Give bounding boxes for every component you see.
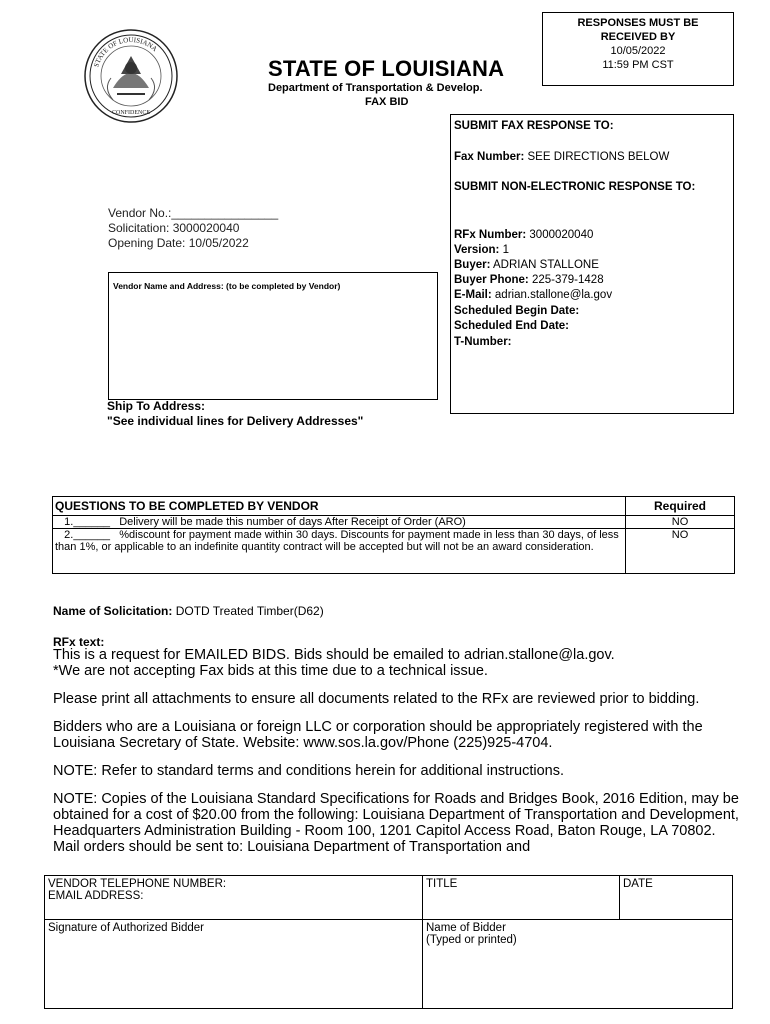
question-1-required: NO	[626, 516, 735, 529]
ship-to-value: "See individual lines for Delivery Addresses"	[107, 414, 364, 428]
buyer-phone-label: Buyer Phone:	[454, 274, 529, 286]
rfx-text-body	[53, 647, 743, 867]
rfx-paragraph-5: NOTE: Copies of the Louisiana Standard Specifications for Roads and Bridges Book, 2016 Edition, may be obtained for a cost of $20.00 from the following: Louisiana Department of Transportation and Development, Headquarters Administration Building - Room 100, 1201 Capitol Access Road, Baton Rouge, LA 70802. Mail orders should be sent to: Louisiana Department of Transportation and	[53, 791, 739, 855]
ship-to-label: Ship To Address:	[107, 399, 206, 413]
question-2-required: NO	[626, 529, 735, 574]
email-address-label: EMAIL ADDRESS:	[48, 890, 144, 902]
email-value: adrian.stallone@la.gov	[494, 289, 613, 301]
solicitation-number: Solicitation: 3000020040	[108, 221, 240, 235]
version-label: Version:	[454, 244, 500, 256]
bidder-name-cell[interactable]	[423, 920, 733, 1009]
response-date: 10/05/2022	[610, 45, 666, 57]
t-number-label: T-Number:	[454, 336, 512, 348]
buyer-phone-row	[454, 274, 604, 286]
fax-response-heading: SUBMIT FAX RESPONSE TO:	[454, 120, 614, 132]
rfx-paragraph-1b: *We are not accepting Fax bids at this time due to a technical issue.	[53, 663, 488, 679]
buyer-row	[454, 259, 599, 271]
vendor-number[interactable]: Vendor No.:________________	[108, 206, 279, 220]
table-row	[53, 529, 735, 574]
title-cell[interactable]	[423, 876, 620, 920]
ship-to-address	[107, 399, 363, 429]
scheduled-begin-label: Scheduled Begin Date:	[454, 305, 580, 317]
nonelectronic-heading: SUBMIT NON-ELECTRONIC RESPONSE TO:	[454, 181, 696, 193]
rfx-number-row	[454, 229, 593, 241]
rfx-paragraph-1a: This is a request for EMAILED BIDS. Bids should be emailed to adrian.stallone@la.gov.	[53, 647, 615, 663]
rfx-text-label: RFx text:	[53, 635, 105, 649]
version-value: 1	[502, 244, 509, 256]
vendor-info	[108, 206, 278, 251]
fax-bid-label: FAX BID	[365, 96, 409, 108]
date-cell[interactable]	[620, 876, 733, 920]
response-deadline-box	[542, 12, 734, 86]
bidder-name-hint: (Typed or printed)	[426, 934, 517, 946]
solicitation-name-label: Name of Solicitation:	[53, 604, 173, 618]
buyer-value: ADRIAN STALLONE	[493, 259, 599, 271]
solicitation-name-value: DOTD Treated Timber(D62)	[175, 604, 324, 618]
vendor-questions-table	[52, 496, 735, 574]
signature-cell[interactable]	[45, 920, 423, 1009]
state-seal	[83, 28, 179, 124]
table-row	[53, 516, 735, 529]
rfx-number-label: RFx Number:	[454, 229, 527, 241]
fax-number-value: SEE DIRECTIONS BELOW	[527, 151, 670, 163]
svg-text:CONFIDENCE: CONFIDENCE	[111, 110, 151, 116]
rfx-paragraph-2: Please print all attachments to ensure all documents related to the RFx are reviewed prior to bidding.	[53, 691, 700, 707]
email-label: E-Mail:	[454, 289, 492, 301]
buyer-label: Buyer:	[454, 259, 491, 271]
opening-date: Opening Date: 10/05/2022	[108, 236, 249, 250]
response-time: 11:59 PM CST	[602, 59, 674, 71]
vendor-name-address-box[interactable]	[108, 272, 438, 400]
response-line-2: RECEIVED BY	[600, 31, 676, 43]
questions-heading: QUESTIONS TO BE COMPLETED BY VENDOR	[53, 497, 626, 516]
bidder-name-label: Name of Bidder	[426, 922, 506, 934]
fax-number-label: Fax Number:	[454, 151, 525, 163]
fax-number-row	[454, 151, 669, 163]
signature-table	[44, 875, 733, 1009]
rfx-number-value: 3000020040	[529, 229, 594, 241]
response-line-1: RESPONSES MUST BE	[577, 17, 699, 29]
solicitation-name-row	[53, 604, 324, 618]
required-heading: Required	[626, 497, 735, 516]
table-row	[45, 876, 733, 920]
email-row	[454, 289, 612, 301]
signature-label: Signature of Authorized Bidder	[48, 922, 204, 934]
version-row	[454, 244, 509, 256]
vendor-phone-email-cell[interactable]	[45, 876, 423, 920]
submit-response-box	[450, 114, 734, 414]
svg-text:STATE OF LOUISIANA: STATE OF LOUISIANA	[92, 36, 159, 69]
question-2-text[interactable]: 2.______ %discount for payment made within 30 days. Discounts for payment made in less than 30 days, of less than 1%, or applicable to an indefinite quantity contract will be accepted but will not be an award consideration.	[53, 529, 626, 574]
page-title: STATE OF LOUISIANA	[268, 56, 505, 81]
date-label: DATE	[623, 878, 653, 890]
vendor-name-address-label: Vendor Name and Address: (to be completed by Vendor)	[113, 281, 341, 291]
rfx-paragraph-3: Bidders who are a Louisiana or foreign LLC or corporation should be appropriately registered with the Louisiana Secretary of State. Website: www.sos.la.gov/Phone (225)925-4704.	[53, 719, 703, 751]
scheduled-end-label: Scheduled End Date:	[454, 320, 570, 332]
table-row	[45, 920, 733, 1009]
table-header-row	[53, 497, 735, 516]
department-name: Department of Transportation & Develop.	[268, 82, 483, 94]
rfx-paragraph-4: NOTE: Refer to standard terms and conditions herein for additional instructions.	[53, 763, 564, 779]
question-1-text[interactable]: 1.______ Delivery will be made this number of days After Receipt of Order (ARO)	[53, 516, 626, 529]
title-label: TITLE	[426, 878, 458, 890]
buyer-phone-value: 225-379-1428	[531, 274, 604, 286]
vendor-telephone-label: VENDOR TELEPHONE NUMBER:	[48, 878, 227, 890]
